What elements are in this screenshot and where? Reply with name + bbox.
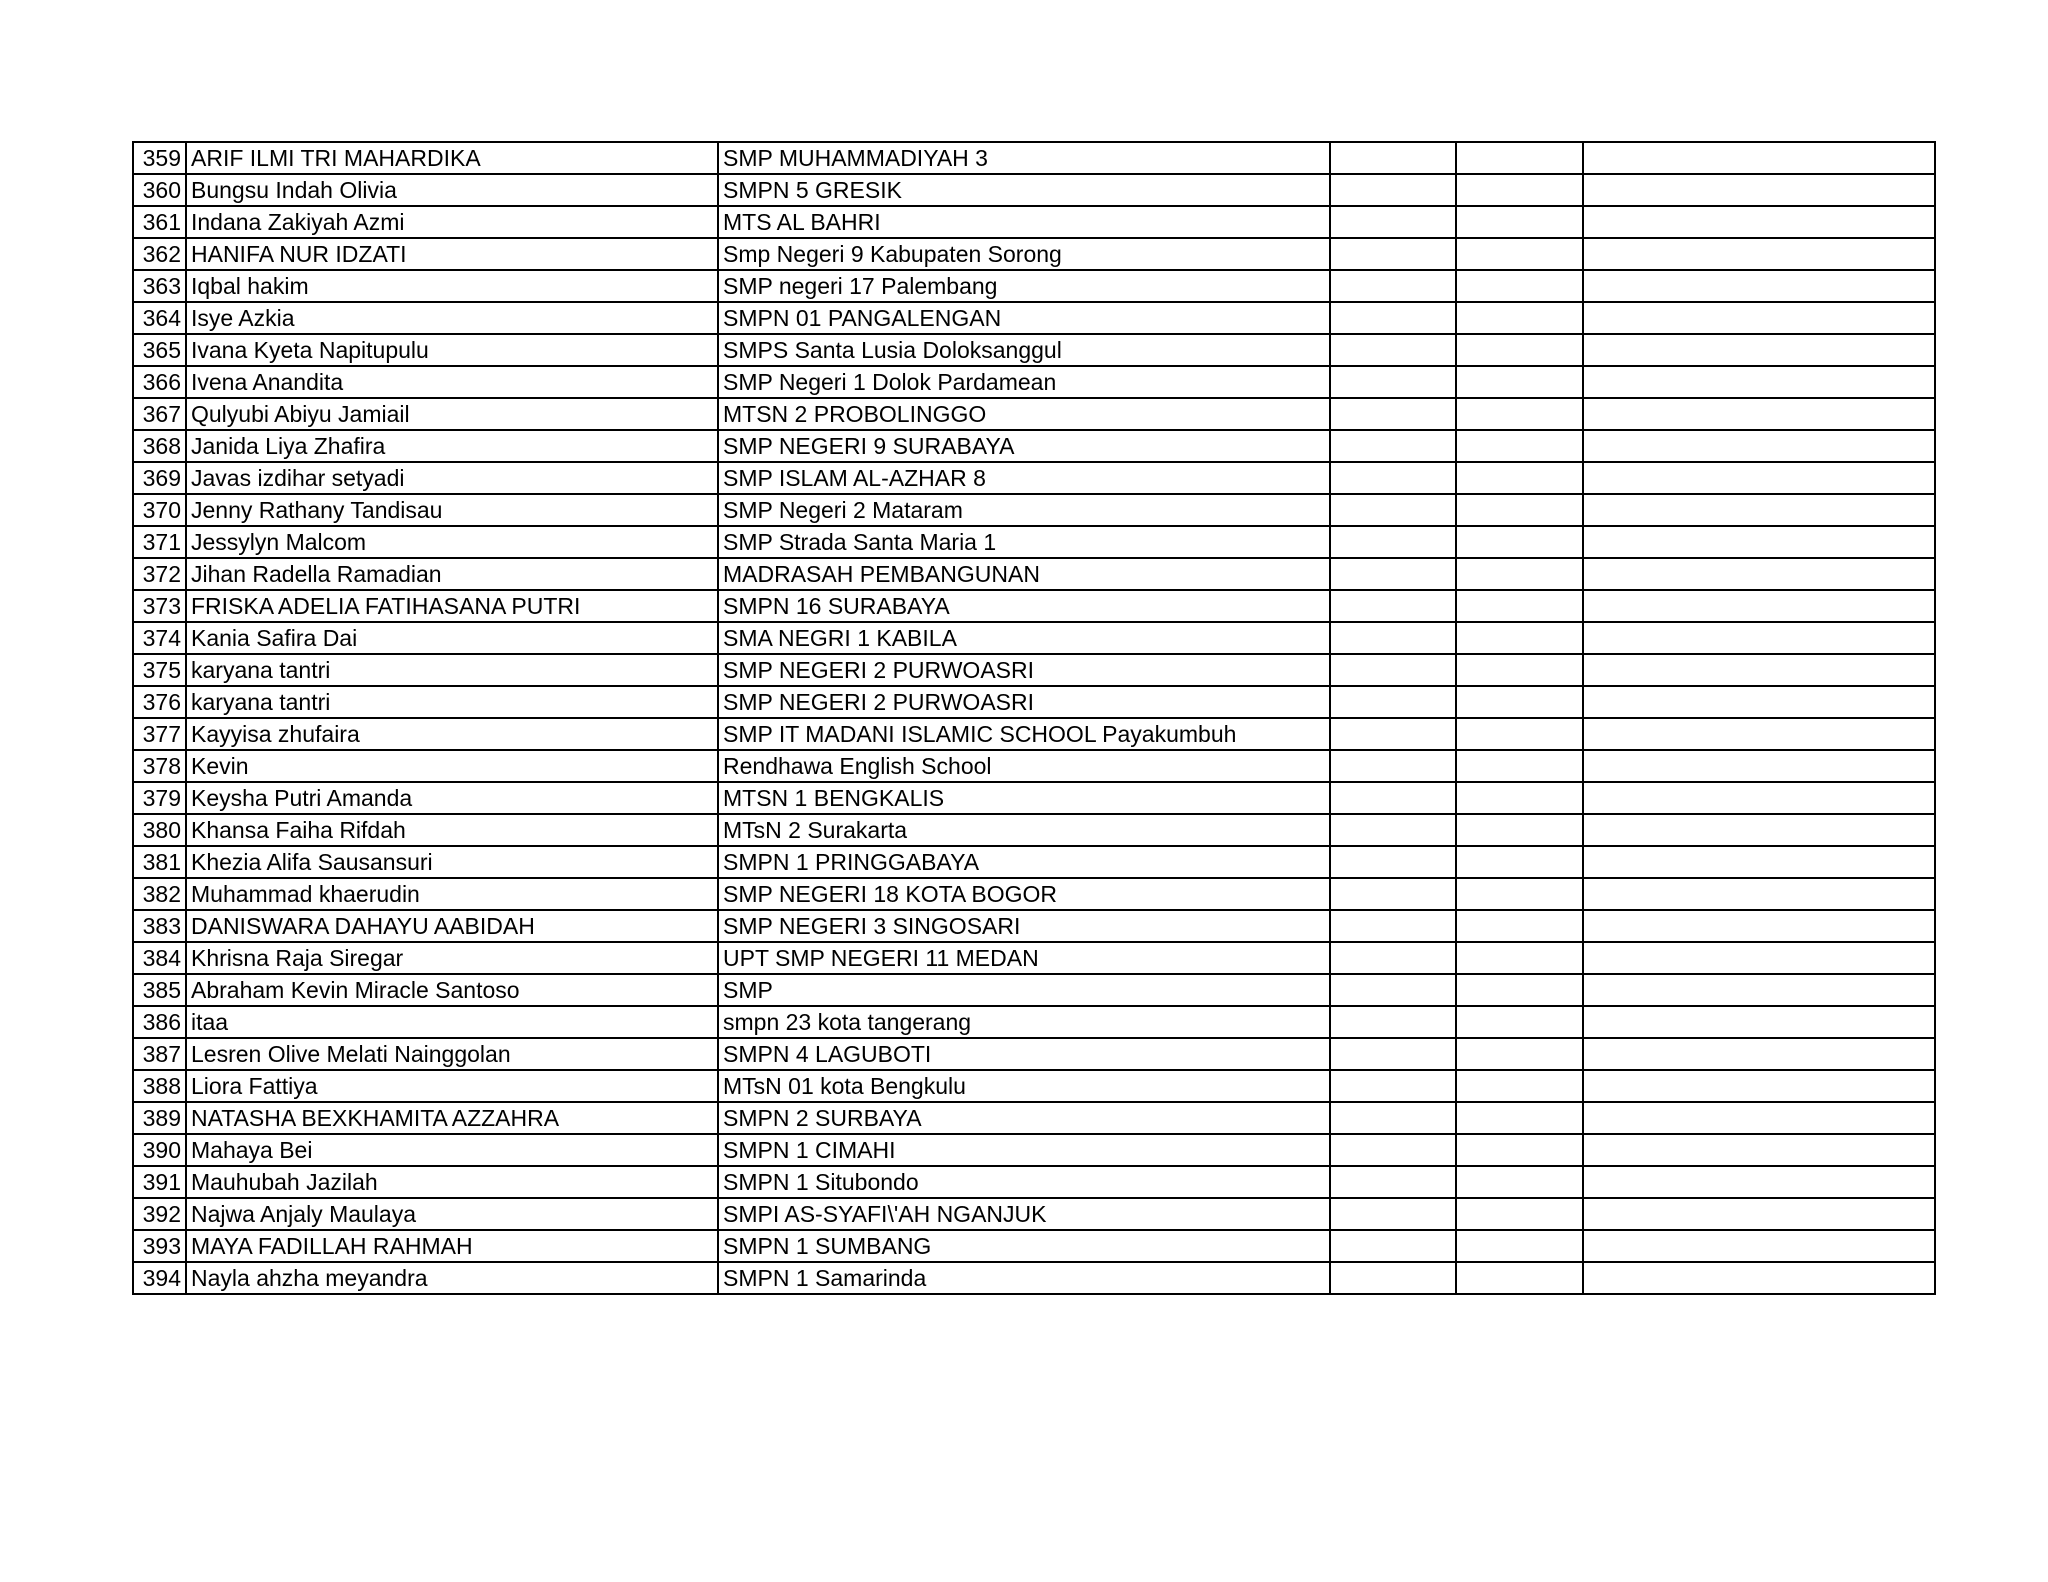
empty-cell	[1330, 910, 1456, 942]
empty-cell	[1330, 590, 1456, 622]
participant-name-cell: Muhammad khaerudin	[186, 878, 718, 910]
row-number-cell: 375	[133, 654, 186, 686]
participant-name-cell: Bungsu Indah Olivia	[186, 174, 718, 206]
school-name-cell: SMA NEGRI 1 KABILA	[718, 622, 1330, 654]
empty-cell	[1456, 142, 1583, 174]
row-number-cell: 382	[133, 878, 186, 910]
empty-cell	[1330, 526, 1456, 558]
row-number-cell: 388	[133, 1070, 186, 1102]
school-name-cell: SMPN 1 Situbondo	[718, 1166, 1330, 1198]
row-number-cell: 385	[133, 974, 186, 1006]
school-name-cell: Smp Negeri 9 Kabupaten Sorong	[718, 238, 1330, 270]
row-number-cell: 393	[133, 1230, 186, 1262]
empty-cell	[1330, 462, 1456, 494]
empty-cell	[1456, 206, 1583, 238]
empty-cell	[1583, 1166, 1935, 1198]
empty-cell	[1330, 1166, 1456, 1198]
row-number-cell: 373	[133, 590, 186, 622]
school-name-cell: SMP ISLAM AL-AZHAR 8	[718, 462, 1330, 494]
participant-name-cell: Kayyisa zhufaira	[186, 718, 718, 750]
empty-cell	[1583, 846, 1935, 878]
empty-cell	[1583, 142, 1935, 174]
school-name-cell: SMPN 5 GRESIK	[718, 174, 1330, 206]
empty-cell	[1330, 174, 1456, 206]
table-row	[133, 462, 1935, 494]
participant-name-cell: Jenny Rathany Tandisau	[186, 494, 718, 526]
empty-cell	[1583, 622, 1935, 654]
empty-cell	[1330, 942, 1456, 974]
school-name-cell: SMPN 2 SURBAYA	[718, 1102, 1330, 1134]
empty-cell	[1456, 942, 1583, 974]
empty-cell	[1583, 302, 1935, 334]
participant-name-cell: Mauhubah Jazilah	[186, 1166, 718, 1198]
school-name-cell: MTSN 2 PROBOLINGGO	[718, 398, 1330, 430]
empty-cell	[1330, 878, 1456, 910]
empty-cell	[1330, 302, 1456, 334]
participant-name-cell: Khezia Alifa Sausansuri	[186, 846, 718, 878]
row-number-cell: 379	[133, 782, 186, 814]
empty-cell	[1456, 366, 1583, 398]
row-number-cell: 365	[133, 334, 186, 366]
school-name-cell: SMP NEGERI 3 SINGOSARI	[718, 910, 1330, 942]
empty-cell	[1456, 1198, 1583, 1230]
school-name-cell: SMPI AS-SYAFI\'AH NGANJUK	[718, 1198, 1330, 1230]
empty-cell	[1456, 494, 1583, 526]
empty-cell	[1583, 750, 1935, 782]
empty-cell	[1456, 590, 1583, 622]
row-number-cell: 374	[133, 622, 186, 654]
participant-name-cell: Khansa Faiha Rifdah	[186, 814, 718, 846]
empty-cell	[1330, 1198, 1456, 1230]
table-row	[133, 718, 1935, 750]
school-name-cell: SMP IT MADANI ISLAMIC SCHOOL Payakumbuh	[718, 718, 1330, 750]
empty-cell	[1456, 910, 1583, 942]
empty-cell	[1583, 334, 1935, 366]
table-row	[133, 494, 1935, 526]
empty-cell	[1330, 718, 1456, 750]
table-row	[133, 142, 1935, 174]
empty-cell	[1456, 686, 1583, 718]
empty-cell	[1583, 206, 1935, 238]
empty-cell	[1456, 718, 1583, 750]
table-row	[133, 750, 1935, 782]
school-name-cell: SMP NEGERI 2 PURWOASRI	[718, 654, 1330, 686]
row-number-cell: 371	[133, 526, 186, 558]
empty-cell	[1583, 1262, 1935, 1294]
empty-cell	[1456, 270, 1583, 302]
row-number-cell: 372	[133, 558, 186, 590]
table-row	[133, 270, 1935, 302]
empty-cell	[1330, 750, 1456, 782]
school-name-cell: SMPS Santa Lusia Doloksanggul	[718, 334, 1330, 366]
row-number-cell: 394	[133, 1262, 186, 1294]
empty-cell	[1583, 654, 1935, 686]
table-row	[133, 366, 1935, 398]
school-name-cell: SMP Negeri 2 Mataram	[718, 494, 1330, 526]
table-row	[133, 942, 1935, 974]
table-row	[133, 910, 1935, 942]
empty-cell	[1330, 1102, 1456, 1134]
empty-cell	[1330, 1006, 1456, 1038]
row-number-cell: 378	[133, 750, 186, 782]
school-name-cell: SMP NEGERI 9 SURABAYA	[718, 430, 1330, 462]
empty-cell	[1583, 878, 1935, 910]
participant-name-cell: Ivena Anandita	[186, 366, 718, 398]
row-number-cell: 367	[133, 398, 186, 430]
school-name-cell: SMPN 01 PANGALENGAN	[718, 302, 1330, 334]
school-name-cell: MTSN 1 BENGKALIS	[718, 782, 1330, 814]
empty-cell	[1456, 526, 1583, 558]
empty-cell	[1330, 398, 1456, 430]
row-number-cell: 368	[133, 430, 186, 462]
empty-cell	[1583, 782, 1935, 814]
table-row	[133, 814, 1935, 846]
table-row	[133, 1262, 1935, 1294]
participant-name-cell: Lesren Olive Melati Nainggolan	[186, 1038, 718, 1070]
table-row	[133, 334, 1935, 366]
participant-name-cell: Janida Liya Zhafira	[186, 430, 718, 462]
empty-cell	[1583, 974, 1935, 1006]
empty-cell	[1330, 430, 1456, 462]
row-number-cell: 383	[133, 910, 186, 942]
empty-cell	[1330, 1230, 1456, 1262]
table-row	[133, 302, 1935, 334]
empty-cell	[1583, 366, 1935, 398]
empty-cell	[1583, 814, 1935, 846]
row-number-cell: 359	[133, 142, 186, 174]
table-row	[133, 1038, 1935, 1070]
participant-name-cell: Ivana Kyeta Napitupulu	[186, 334, 718, 366]
school-name-cell: MTsN 2 Surakarta	[718, 814, 1330, 846]
empty-cell	[1330, 654, 1456, 686]
empty-cell	[1330, 622, 1456, 654]
table-row	[133, 1006, 1935, 1038]
empty-cell	[1583, 430, 1935, 462]
participant-name-cell: MAYA FADILLAH RAHMAH	[186, 1230, 718, 1262]
empty-cell	[1456, 1166, 1583, 1198]
table-row	[133, 686, 1935, 718]
empty-cell	[1456, 622, 1583, 654]
empty-cell	[1583, 398, 1935, 430]
school-name-cell: smpn 23 kota tangerang	[718, 1006, 1330, 1038]
school-name-cell: MADRASAH PEMBANGUNAN	[718, 558, 1330, 590]
empty-cell	[1583, 910, 1935, 942]
empty-cell	[1456, 750, 1583, 782]
school-name-cell: SMPN 1 PRINGGABAYA	[718, 846, 1330, 878]
empty-cell	[1583, 1102, 1935, 1134]
school-name-cell: SMPN 16 SURABAYA	[718, 590, 1330, 622]
school-name-cell: SMPN 1 SUMBANG	[718, 1230, 1330, 1262]
participant-name-cell: FRISKA ADELIA FATIHASANA PUTRI	[186, 590, 718, 622]
participant-name-cell: Kevin	[186, 750, 718, 782]
school-name-cell: SMP MUHAMMADIYAH 3	[718, 142, 1330, 174]
participant-name-cell: Nayla ahzha meyandra	[186, 1262, 718, 1294]
school-name-cell: SMPN 4 LAGUBOTI	[718, 1038, 1330, 1070]
school-name-cell: UPT SMP NEGERI 11 MEDAN	[718, 942, 1330, 974]
row-number-cell: 391	[133, 1166, 186, 1198]
empty-cell	[1583, 942, 1935, 974]
empty-cell	[1583, 590, 1935, 622]
school-name-cell: SMPN 1 CIMAHI	[718, 1134, 1330, 1166]
empty-cell	[1330, 974, 1456, 1006]
participant-name-cell: Javas izdihar setyadi	[186, 462, 718, 494]
row-number-cell: 364	[133, 302, 186, 334]
row-number-cell: 369	[133, 462, 186, 494]
empty-cell	[1456, 1006, 1583, 1038]
table-row	[133, 206, 1935, 238]
empty-cell	[1456, 974, 1583, 1006]
empty-cell	[1330, 206, 1456, 238]
empty-cell	[1456, 174, 1583, 206]
row-number-cell: 386	[133, 1006, 186, 1038]
row-number-cell: 363	[133, 270, 186, 302]
row-number-cell: 377	[133, 718, 186, 750]
row-number-cell: 387	[133, 1038, 186, 1070]
participant-name-cell: DANISWARA DAHAYU AABIDAH	[186, 910, 718, 942]
school-name-cell: MTsN 01 kota Bengkulu	[718, 1070, 1330, 1102]
row-number-cell: 366	[133, 366, 186, 398]
empty-cell	[1456, 1070, 1583, 1102]
empty-cell	[1583, 462, 1935, 494]
empty-cell	[1583, 494, 1935, 526]
participant-name-cell: Mahaya Bei	[186, 1134, 718, 1166]
row-number-cell: 381	[133, 846, 186, 878]
row-number-cell: 361	[133, 206, 186, 238]
table-row	[133, 1102, 1935, 1134]
row-number-cell: 360	[133, 174, 186, 206]
participant-name-cell: karyana tantri	[186, 686, 718, 718]
table-row	[133, 1166, 1935, 1198]
empty-cell	[1456, 782, 1583, 814]
participant-name-cell: ARIF ILMI TRI MAHARDIKA	[186, 142, 718, 174]
empty-cell	[1583, 1070, 1935, 1102]
table-row	[133, 1198, 1935, 1230]
table-row	[133, 238, 1935, 270]
empty-cell	[1456, 430, 1583, 462]
empty-cell	[1583, 1198, 1935, 1230]
school-name-cell: SMP NEGERI 2 PURWOASRI	[718, 686, 1330, 718]
school-name-cell: SMP negeri 17 Palembang	[718, 270, 1330, 302]
empty-cell	[1456, 1230, 1583, 1262]
participant-name-cell: Iqbal hakim	[186, 270, 718, 302]
empty-cell	[1456, 558, 1583, 590]
empty-cell	[1456, 462, 1583, 494]
empty-cell	[1456, 398, 1583, 430]
row-number-cell: 390	[133, 1134, 186, 1166]
empty-cell	[1456, 238, 1583, 270]
empty-cell	[1456, 878, 1583, 910]
empty-cell	[1330, 1134, 1456, 1166]
participant-name-cell: karyana tantri	[186, 654, 718, 686]
empty-cell	[1330, 686, 1456, 718]
school-name-cell: Rendhawa English School	[718, 750, 1330, 782]
table-row	[133, 590, 1935, 622]
empty-cell	[1456, 302, 1583, 334]
school-name-cell: MTS AL BAHRI	[718, 206, 1330, 238]
table-row	[133, 558, 1935, 590]
empty-cell	[1456, 1102, 1583, 1134]
participant-name-cell: Keysha Putri Amanda	[186, 782, 718, 814]
row-number-cell: 380	[133, 814, 186, 846]
empty-cell	[1456, 1134, 1583, 1166]
table-row	[133, 1070, 1935, 1102]
empty-cell	[1583, 718, 1935, 750]
table-row	[133, 782, 1935, 814]
empty-cell	[1583, 1006, 1935, 1038]
participant-name-cell: Kania Safira Dai	[186, 622, 718, 654]
participant-name-cell: Indana Zakiyah Azmi	[186, 206, 718, 238]
school-name-cell: SMPN 1 Samarinda	[718, 1262, 1330, 1294]
empty-cell	[1330, 1070, 1456, 1102]
empty-cell	[1330, 366, 1456, 398]
school-name-cell: SMP	[718, 974, 1330, 1006]
table-row	[133, 974, 1935, 1006]
empty-cell	[1330, 1038, 1456, 1070]
participant-name-cell: Jessylyn Malcom	[186, 526, 718, 558]
participant-name-cell: NATASHA BEXKHAMITA AZZAHRA	[186, 1102, 718, 1134]
participant-name-cell: Khrisna Raja Siregar	[186, 942, 718, 974]
participant-table-body	[133, 142, 1935, 1294]
empty-cell	[1583, 1230, 1935, 1262]
participant-name-cell: Najwa Anjaly Maulaya	[186, 1198, 718, 1230]
school-name-cell: SMP Negeri 1 Dolok Pardamean	[718, 366, 1330, 398]
empty-cell	[1456, 654, 1583, 686]
empty-cell	[1456, 1038, 1583, 1070]
row-number-cell: 392	[133, 1198, 186, 1230]
empty-cell	[1330, 814, 1456, 846]
empty-cell	[1583, 526, 1935, 558]
empty-cell	[1456, 1262, 1583, 1294]
empty-cell	[1583, 174, 1935, 206]
row-number-cell: 389	[133, 1102, 186, 1134]
participant-name-cell: Abraham Kevin Miracle Santoso	[186, 974, 718, 1006]
table-row	[133, 1230, 1935, 1262]
empty-cell	[1330, 238, 1456, 270]
empty-cell	[1330, 1262, 1456, 1294]
empty-cell	[1583, 1038, 1935, 1070]
empty-cell	[1330, 782, 1456, 814]
empty-cell	[1583, 238, 1935, 270]
table-row	[133, 174, 1935, 206]
table-row	[133, 1134, 1935, 1166]
participant-name-cell: Jihan Radella Ramadian	[186, 558, 718, 590]
participant-name-cell: HANIFA NUR IDZATI	[186, 238, 718, 270]
participant-name-cell: Isye Azkia	[186, 302, 718, 334]
table-row	[133, 398, 1935, 430]
school-name-cell: SMP NEGERI 18 KOTA BOGOR	[718, 878, 1330, 910]
row-number-cell: 370	[133, 494, 186, 526]
empty-cell	[1583, 558, 1935, 590]
empty-cell	[1583, 270, 1935, 302]
empty-cell	[1330, 558, 1456, 590]
participant-table	[132, 141, 1936, 1295]
empty-cell	[1330, 334, 1456, 366]
empty-cell	[1330, 494, 1456, 526]
empty-cell	[1330, 270, 1456, 302]
participant-name-cell: Qulyubi Abiyu Jamiail	[186, 398, 718, 430]
table-row	[133, 878, 1935, 910]
participant-name-cell: Liora Fattiya	[186, 1070, 718, 1102]
school-name-cell: SMP Strada Santa Maria 1	[718, 526, 1330, 558]
empty-cell	[1330, 142, 1456, 174]
empty-cell	[1456, 846, 1583, 878]
empty-cell	[1583, 686, 1935, 718]
row-number-cell: 376	[133, 686, 186, 718]
row-number-cell: 362	[133, 238, 186, 270]
empty-cell	[1456, 814, 1583, 846]
table-row	[133, 846, 1935, 878]
empty-cell	[1456, 334, 1583, 366]
table-row	[133, 654, 1935, 686]
table-row	[133, 622, 1935, 654]
table-row	[133, 526, 1935, 558]
empty-cell	[1330, 846, 1456, 878]
participant-name-cell: itaa	[186, 1006, 718, 1038]
empty-cell	[1583, 1134, 1935, 1166]
row-number-cell: 384	[133, 942, 186, 974]
table-row	[133, 430, 1935, 462]
